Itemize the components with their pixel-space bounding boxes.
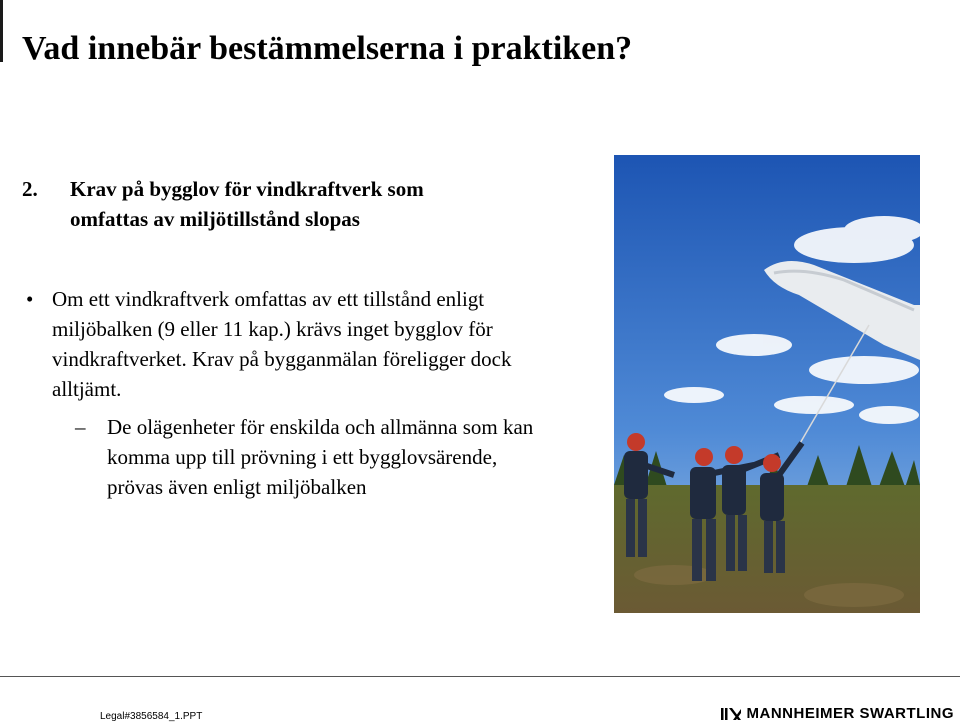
brand-logo xyxy=(721,705,955,722)
corner-mark xyxy=(0,0,3,62)
bullet-text: Om ett vindkraftverk omfattas av ett tillstånd enligt miljöbalken (9 eller 11 kap.) krävs inget bygglov för vindkraftverket. Krav på bygganmälan föreligger dock alltjämt. xyxy=(52,287,512,401)
wind-turbine-photo xyxy=(614,155,920,613)
sub-bullet-text: De olägenheter för enskilda och allmänna som kan komma upp till prövning i ett bygglovsärende, prövas även enligt miljöbalken xyxy=(107,415,534,499)
section-heading xyxy=(22,174,424,234)
heading-line-2: omfattas av miljötillstånd slopas xyxy=(70,207,360,231)
heading-line-1: Krav på bygglov för vindkraftverk som xyxy=(70,177,424,201)
slide-title: Vad innebär bestämmelserna i praktiken? xyxy=(22,30,633,67)
heading-number: 2. xyxy=(22,177,38,201)
bullet-item xyxy=(22,284,582,404)
photo-illustration xyxy=(614,155,920,613)
bullet-marker: • xyxy=(26,287,34,311)
sub-bullet-marker: – xyxy=(75,415,86,439)
brand-mark-icon xyxy=(721,707,741,721)
footer-rule xyxy=(0,676,960,677)
brand-name: MANNHEIMER SWARTLING xyxy=(746,705,954,722)
sub-bullet-item xyxy=(75,412,545,502)
document-reference: Legal#3856584_1.PPT xyxy=(100,711,203,722)
